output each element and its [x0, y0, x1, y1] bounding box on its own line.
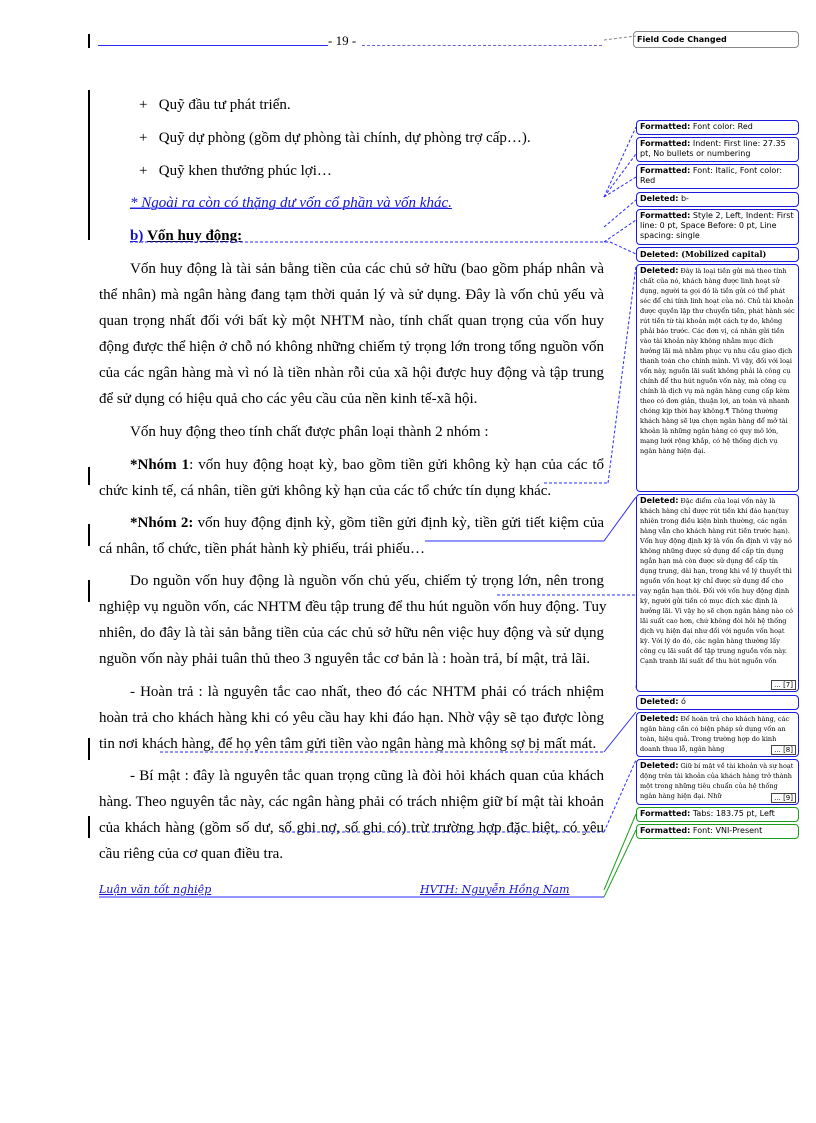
footer-left: Luận văn tốt nghiệp	[99, 883, 212, 896]
bullet-item: + Quỹ dự phòng (gồm dự phòng tài chính, dự phòng trợ cấp…).	[139, 130, 531, 146]
paragraph-line: để sử dụng có hiệu quả cho các yêu cầu của nền kinh tế-xã hội.	[99, 391, 478, 407]
balloon-formatted[interactable]: Formatted: Tabs: 183.75 pt, Left	[636, 807, 799, 822]
paragraph-line: Vốn huy động là tài sản bằng tiền của các chủ sở hữu (bao gồm pháp nhân và	[130, 261, 604, 277]
paragraph-line: quan trọng nhất đối với bất kỳ một NHTM nào, tính chất quan trọng của vốn huy	[99, 313, 604, 329]
balloon-formatted[interactable]: Formatted: Font: Italic, Font color: Red	[636, 164, 799, 189]
balloon-formatted[interactable]: Formatted: Font: VNI-Present	[636, 824, 799, 839]
more-link[interactable]: ... [8]	[771, 745, 796, 755]
footer-right: HVTH: Nguyễn Hồng Nam	[420, 883, 570, 896]
paragraph-line: *Nhóm 2: vốn huy động định kỳ, gồm tiền gửi định kỳ, tiền gửi tiết kiệm của	[130, 515, 604, 531]
balloon-formatted[interactable]: Formatted: Font color: Red	[636, 120, 799, 135]
paragraph-line: thể nhân) mà ngân hàng đang tạm thời quản lý và sử dụng. Đây là vốn chủ yếu và	[99, 287, 604, 303]
balloon-field-code-changed[interactable]: Field Code Changed	[633, 31, 799, 48]
paragraph-line: hoàn trả cho khách hàng khi có yêu cầu hay khi đáo hạn. Nhờ vậy sẽ tạo được lòng	[99, 710, 604, 726]
paragraph-line: cầu riêng của cơ quan điều tra.	[99, 846, 284, 862]
paragraph-line: tin nơi khách hàng, để họ yên tâm gửi tiền vào ngân hàng mà không sợ bị mất mát.	[99, 736, 597, 752]
paragraph-line: Do nguồn vốn huy động là nguồn vốn chủ yếu, chiếm tỷ trọng lớn, nên trong	[130, 573, 604, 589]
paragraph-line: của khách hàng (gồm số dư, số ghi nợ, số ghi có) trừ trường hợp đặc biệt, có yêu	[99, 820, 604, 836]
page-number: - 19 -	[328, 33, 357, 48]
balloon-deleted[interactable]: Deleted: Giữ bí mật về tài khoản và sự hoạt động trên tài khoản của khách hàng trở thành một trong những tiêu chuẩn của hệ thống ngân hàng hiện đại. Nhữ ... [9]	[636, 759, 799, 805]
balloon-deleted[interactable]: Deleted: ó	[636, 695, 799, 710]
paragraph-line: động được thể hiện ở chỗ nó không những chiếm tỷ trọng lớn trong tổng nguồn vốn	[99, 339, 604, 355]
paragraph-line: Vốn huy động theo tính chất được phân loại thành 2 nhóm :	[130, 424, 489, 440]
paragraph-line: *Nhóm 1: vốn huy động hoạt kỳ, bao gồm tiền gửi không kỳ hạn của các tổ	[130, 457, 604, 473]
bullet-item: + Quỹ đầu tư phát triển.	[139, 97, 291, 113]
paragraph-line: chức kinh tế, cá nhân, tiền gửi không kỳ hạn của các tổ chức tín dụng khác.	[99, 483, 552, 499]
balloon-formatted[interactable]: Formatted: Style 2, Left, Indent: First line: 0 pt, Space Before: 0 pt, Line spacing: single	[636, 209, 799, 245]
balloon-deleted[interactable]: Deleted: (Mobilized capital)	[636, 247, 799, 262]
balloon-formatted[interactable]: Formatted: Indent: First line: 27.35 pt, No bullets or numbering	[636, 137, 799, 162]
paragraph-line: - Bí mật : đây là nguyên tắc quan trọng cũng là đòi hỏi khách quan của khách	[130, 768, 604, 784]
paragraph-line: - Hoàn trả : là nguyên tắc cao nhất, theo đó các NHTM phải có trách nhiệm	[130, 684, 604, 700]
more-link[interactable]: ... [9]	[771, 793, 796, 803]
paragraph-line: nghiệp vụ nguồn vốn, các NHTM đều tập trung để thu hút nguồn vốn huy động. Tuy	[99, 599, 607, 615]
balloon-deleted[interactable]: Deleted: Để hoàn trả cho khách hàng, các ngân hàng cần có biện pháp sử dụng vốn an toàn, hiệu quả. Trong trường hợp do kinh doanh thua lỗ, ngân hàng ... [8]	[636, 712, 799, 757]
paragraph-line: hàng. Theo nguyên tắc này, các ngân hàng phải có trách nhiệm giữ bí mật tài khoản	[99, 794, 604, 810]
bullet-item: + Quỹ khen thưởng phúc lợi…	[139, 163, 332, 179]
paragraph-line: nhiên, do đây là tài sản bằng tiền của các chủ sở hữu nên việc huy động và sử dụng	[99, 625, 604, 641]
paragraph-line: của các ngân hàng mà vì nó là tiền nhàn rỗi của xã hội được huy động và tập trung	[99, 365, 604, 381]
more-link[interactable]: ... [7]	[771, 680, 796, 690]
paragraph-line: nguồn vốn này phải tuân thủ theo 3 nguyên tắc cơ bản là : hoàn trả, bí mật, trả lãi.	[99, 651, 591, 667]
section-heading: b) Vốn huy động:	[130, 228, 243, 244]
paragraph-line: cá nhân, tổ chức, tiền phát hành kỳ phiếu, trái phiếu…	[99, 541, 425, 557]
balloon-deleted[interactable]: Deleted: b-	[636, 192, 799, 207]
inserted-text: * Ngoài ra còn có thặng dư vốn cổ phần và vốn khác.	[130, 195, 452, 211]
balloon-deleted[interactable]: Deleted: Đây là loại tiền gửi mà theo tính chất của nó, khách hàng được linh hoạt sử dụng, người ta gọi đó là tiền gửi có thể phát séc để chi tính linh hoạt của nó. Chủ tài khoản được quyền lập thư chuyển tiền, phát hành séc rút tiền từ tài khoản một cách tự do, không phải báo trước. Các đơn vị, cá nhân gửi tiền vào tài khoản này không nhằm mục đích hưởng lãi mà nhằm phục vụ nhu cầu giao dịch thanh toán cho chính mình. Vì vậy, đối với loại vốn này, nguồn lãi suất không phải là công cụ chính để thu hút nguồn vốn này, mà công cụ chính là dịch vụ mà ngân hàng cung cấp kèm theo có đơn giản, thuận lợi, an toàn và nhanh chóng kịp thời hay không.¶ Thông thường khách hàng sẽ lựa chọn ngân hàng để mở tài khoản là những ngân hàng có quy mô lớn, mạng lưới rộng khắp, có hệ thống dịch vụ ngân hàng hiện đại.	[636, 264, 799, 492]
balloon-deleted[interactable]: Deleted: Đặc điểm của loại vốn này là khách hàng chỉ được rút tiền khi đáo hạn(tuy nhiên trong điều kiện bình thường, các ngân hàng vẫn cho khách hàng rút tiền trước hạn). Vốn huy động định kỳ là vốn ổn định vì vậy nó không những được sử dụng để cấp tín dụng ngắn hạn mà còn được sử dụng để cấp tín dụng trung, dài hạn, trong khi về lý thuyết thì nguồn vốn hoạt kỳ chỉ được sử dụng để cho vay ngắn hạn thôi. Đối với vốn huy động định kỳ, người gửi tiền có mục đích xác định là hưởng lãi. Vì vậy họ sẽ chọn ngân hàng nào có lãi suất cao hơn, chứ không đòi hỏi hệ thống dịch vụ hiện đại như đối với nguồn vốn hoạt kỳ. Với lý do đó, các ngân hàng thường lấy công cụ lãi suất để tập trung nguồn vốn này. Cạnh tranh lãi suất để thu hút nguồn vốn ... [7]	[636, 494, 799, 692]
